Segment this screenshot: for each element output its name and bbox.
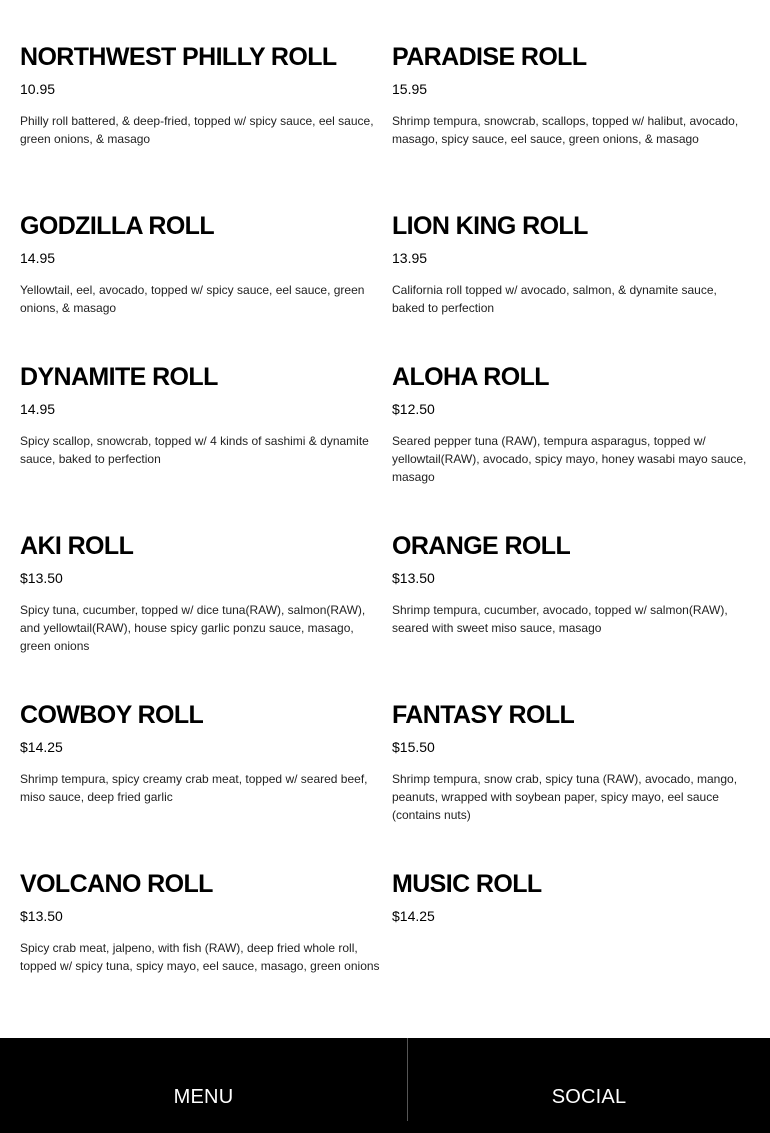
item-price: $13.50 bbox=[20, 908, 63, 924]
menu-button[interactable]: MENU bbox=[173, 1086, 234, 1108]
item-name: DYNAMITE ROLL bbox=[20, 363, 218, 391]
item-price: $14.25 bbox=[20, 739, 63, 755]
item-name: NORTHWEST PHILLY ROLL bbox=[20, 43, 337, 71]
item-price: 14.95 bbox=[20, 401, 56, 417]
social-button[interactable]: SOCIAL bbox=[551, 1086, 627, 1108]
item-description: California roll topped w/ avocado, salmon, & dynamite sauce, baked to perfection bbox=[392, 283, 717, 315]
menu-item bbox=[392, 42, 752, 148]
item-price: 10.95 bbox=[20, 81, 56, 97]
item-description: Yellowtail, eel, avocado, topped w/ spicy sauce, eel sauce, green onions, & masago bbox=[20, 283, 365, 315]
item-name: GODZILLA ROLL bbox=[20, 212, 215, 240]
item-name: VOLCANO ROLL bbox=[20, 870, 213, 898]
item-price: $13.50 bbox=[20, 570, 63, 586]
item-price: $14.25 bbox=[392, 908, 435, 924]
item-price: $12.50 bbox=[392, 401, 435, 417]
menu-item bbox=[392, 362, 752, 486]
item-name: LION KING ROLL bbox=[392, 212, 588, 240]
item-price: 15.95 bbox=[392, 81, 428, 97]
item-description: Spicy tuna, cucumber, topped w/ dice tuna(RAW), salmon(RAW), and yellowtail(RAW), house spicy garlic ponzu sauce, masago, green onions bbox=[20, 603, 366, 653]
item-name: AKI ROLL bbox=[20, 532, 134, 560]
item-name: ALOHA ROLL bbox=[392, 363, 549, 391]
item-price: $15.50 bbox=[392, 739, 435, 755]
item-name: COWBOY ROLL bbox=[20, 701, 204, 729]
item-description: Philly roll battered, & deep-fried, topped w/ spicy sauce, eel sauce, green onions, & masago bbox=[20, 114, 374, 146]
item-price: $13.50 bbox=[392, 570, 435, 586]
item-description: Shrimp tempura, snow crab, spicy tuna (RAW), avocado, mango, peanuts, wrapped with soybean paper, spicy mayo, eel sauce (contains nuts) bbox=[392, 772, 738, 822]
bottom-nav bbox=[0, 1038, 770, 1133]
item-name: PARADISE ROLL bbox=[392, 43, 587, 71]
item-description: Seared pepper tuna (RAW), tempura asparagus, topped w/ yellowtail(RAW), avocado, spicy mayo, honey wasabi mayo sauce, masago bbox=[392, 434, 747, 484]
item-name: ORANGE ROLL bbox=[392, 532, 571, 560]
menu-item bbox=[392, 531, 752, 637]
menu-item bbox=[20, 362, 380, 468]
menu-item bbox=[392, 700, 752, 824]
item-name: MUSIC ROLL bbox=[392, 870, 542, 898]
menu-item bbox=[20, 42, 380, 148]
item-price: 14.95 bbox=[20, 250, 56, 266]
menu-item bbox=[392, 211, 752, 317]
item-description: Shrimp tempura, cucumber, avocado, topped w/ salmon(RAW), seared with sweet miso sauce, masago bbox=[392, 603, 728, 635]
menu-item bbox=[20, 531, 380, 655]
item-description: Shrimp tempura, snowcrab, scallops, topped w/ halibut, avocado, masago, spicy sauce, eel sauce, green onions, & masago bbox=[392, 114, 739, 146]
item-description: Spicy crab meat, jalpeno, with fish (RAW), deep fried whole roll, topped w/ spicy tuna, spicy mayo, eel sauce, masago, green onions bbox=[20, 941, 380, 973]
item-price: 13.95 bbox=[392, 250, 428, 266]
menu-item bbox=[392, 869, 752, 939]
item-description: Shrimp tempura, spicy creamy crab meat, topped w/ seared beef, miso sauce, deep fried garlic bbox=[20, 772, 368, 804]
menu-item bbox=[20, 700, 380, 806]
item-description: Spicy scallop, snowcrab, topped w/ 4 kinds of sashimi & dynamite sauce, baked to perfection bbox=[20, 434, 369, 466]
menu-item bbox=[20, 211, 380, 317]
menu-item bbox=[20, 869, 380, 975]
item-name: FANTASY ROLL bbox=[392, 701, 575, 729]
